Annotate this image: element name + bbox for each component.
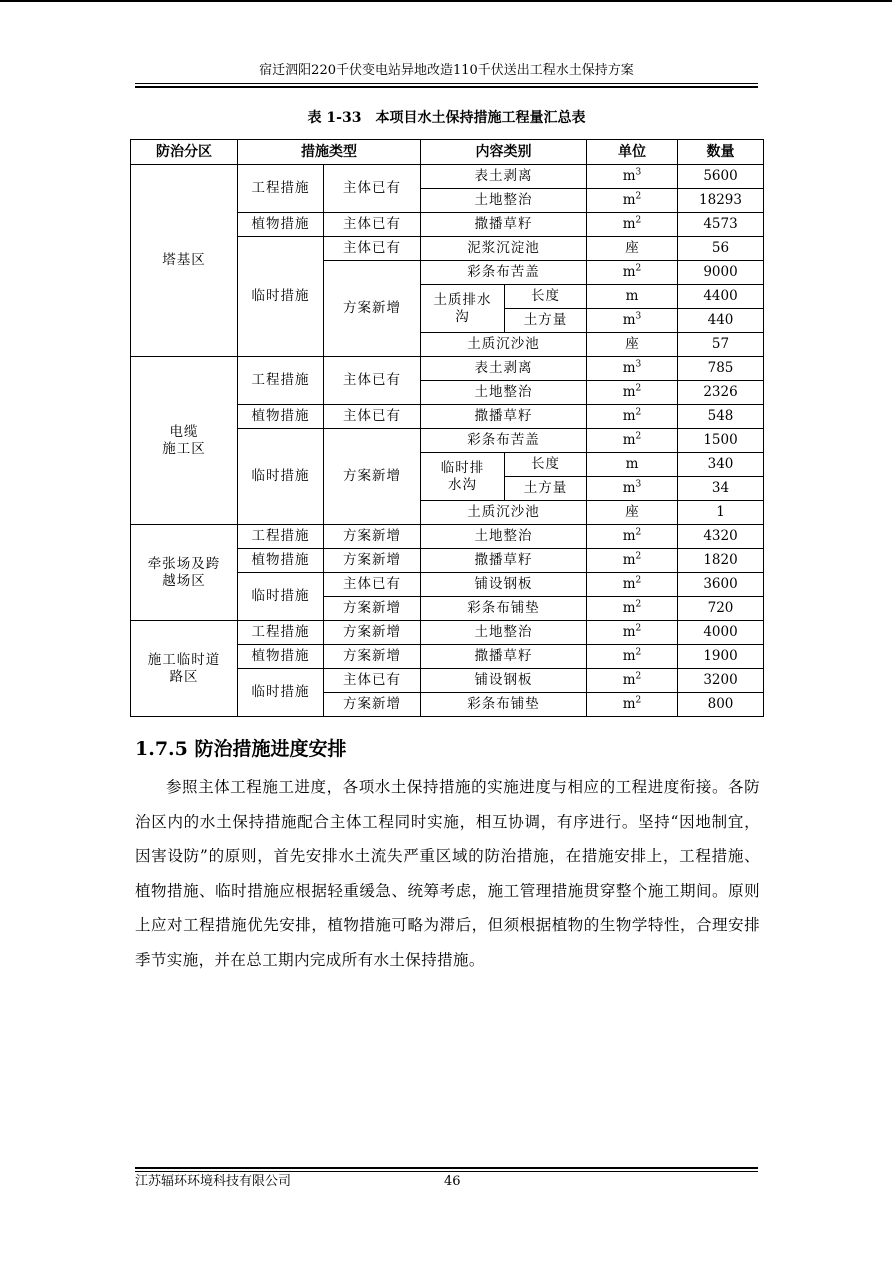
content-cell: 临时排水沟 [421, 453, 505, 501]
table-row [131, 357, 764, 381]
unit-cell: 座 [587, 501, 678, 525]
subtype-cell: 主体已有 [324, 669, 421, 693]
quantity-cell: 9000 [678, 261, 764, 285]
quantity-cell: 4400 [678, 285, 764, 309]
header-zone: 防治分区 [131, 140, 238, 165]
unit-cell: $m^2$ [587, 405, 678, 429]
content-subcell: 土方量 [505, 309, 587, 333]
unit-cell: m [587, 285, 678, 309]
subtype-cell: 方案新增 [324, 525, 421, 549]
header-rule-thick [135, 86, 758, 88]
content-cell: 泥浆沉淀池 [421, 237, 587, 261]
page-number: 46 [444, 1174, 461, 1189]
subtype-cell: 方案新增 [324, 621, 421, 645]
section-body [135, 770, 760, 977]
content-cell: 土地整治 [421, 381, 587, 405]
zone-cell: 施工临时道 路区 [131, 621, 238, 717]
table-caption: 表 1-33 本项目水土保持措施工程量汇总表 [307, 110, 586, 126]
table-row [131, 621, 764, 645]
quantity-cell: 2326 [678, 381, 764, 405]
unit-cell: $m^2$ [587, 621, 678, 645]
content-cell: 表土剥离 [421, 165, 587, 189]
subtype-cell: 主体已有 [324, 357, 421, 405]
header-unit: 单位 [587, 140, 678, 165]
table-header-row [131, 140, 764, 165]
content-cell: 土地整治 [421, 525, 587, 549]
type-cell: 工程措施 [238, 357, 324, 405]
footer-rule-thin [135, 1171, 758, 1172]
type-cell: 临时措施 [238, 573, 324, 621]
header-content: 内容类别 [421, 140, 587, 165]
content-cell: 铺设钢板 [421, 669, 587, 693]
subtype-cell: 方案新增 [324, 597, 421, 621]
unit-cell: $m^2$ [587, 213, 678, 237]
type-cell: 工程措施 [238, 525, 324, 549]
quantity-cell: 800 [678, 693, 764, 717]
content-cell: 撒播草籽 [421, 405, 587, 429]
header-rule-thin [135, 83, 758, 84]
unit-cell: m [587, 453, 678, 477]
content-cell: 彩条布铺垫 [421, 597, 587, 621]
quantity-cell: 548 [678, 405, 764, 429]
content-cell: 土地整治 [421, 189, 587, 213]
type-cell: 植物措施 [238, 405, 324, 429]
unit-cell: $m^2$ [587, 525, 678, 549]
unit-cell: $m^3$ [587, 309, 678, 333]
top-border-line [0, 0, 892, 2]
content-cell: 土地整治 [421, 621, 587, 645]
header-quantity: 数量 [678, 140, 764, 165]
type-cell: 植物措施 [238, 213, 324, 237]
unit-cell: $m^2$ [587, 381, 678, 405]
quantity-cell: 785 [678, 357, 764, 381]
unit-cell: $m^3$ [587, 165, 678, 189]
content-cell: 表土剥离 [421, 357, 587, 381]
unit-cell: $m^2$ [587, 189, 678, 213]
quantity-cell: 4320 [678, 525, 764, 549]
unit-cell: 座 [587, 237, 678, 261]
subtype-cell: 主体已有 [324, 573, 421, 597]
body-paragraph: 参照主体工程施工进度，各项水土保持措施的实施进度与相应的工程进度衔接。各防治区内的水土保持措施配合主体工程同时实施，相互协调，有序进行。坚持“因地制宜，因害设防”的原则，首先安排水土流失严重区域的防治措施，在措施安排上，工程措施、植物措施、临时措施应根据轻重缓急、统筹考虑，施工管理措施贯穿整个施工期间。原则上应对工程措施优先安排，植物措施可略为滞后，但须根据植物的生物学特性，合理安排季节实施，并在总工期内完成所有水土保持措施。 [135, 778, 760, 969]
content-cell: 土质排水沟 [421, 285, 505, 333]
section-heading: 1.7.5 防治措施进度安排 [135, 738, 347, 760]
quantity-cell: 720 [678, 597, 764, 621]
unit-cell: $m^2$ [587, 573, 678, 597]
type-cell: 临时措施 [238, 669, 324, 717]
quantity-cell: 1500 [678, 429, 764, 453]
quantity-cell: 1900 [678, 645, 764, 669]
quantity-cell: 5600 [678, 165, 764, 189]
content-subcell: 长度 [505, 285, 587, 309]
zone-cell: 塔基区 [131, 165, 238, 357]
quantity-cell: 56 [678, 237, 764, 261]
subtype-cell: 主体已有 [324, 165, 421, 213]
content-cell: 撒播草籽 [421, 645, 587, 669]
unit-cell: $m^3$ [587, 477, 678, 501]
content-cell: 彩条布苦盖 [421, 261, 587, 285]
quantity-cell: 57 [678, 333, 764, 357]
footer-rule-thick [135, 1167, 758, 1169]
subtype-cell: 主体已有 [324, 405, 421, 429]
content-cell: 撒播草籽 [421, 213, 587, 237]
subtype-cell: 方案新增 [324, 549, 421, 573]
type-cell: 工程措施 [238, 621, 324, 645]
content-cell: 撒播草籽 [421, 549, 587, 573]
table-row [131, 525, 764, 549]
content-cell: 土质沉沙池 [421, 333, 587, 357]
unit-cell: $m^2$ [587, 261, 678, 285]
subtype-cell: 主体已有 [324, 213, 421, 237]
unit-cell: $m^2$ [587, 645, 678, 669]
measures-summary-table [130, 139, 764, 717]
table-row [131, 165, 764, 189]
subtype-cell: 方案新增 [324, 429, 421, 525]
quantity-cell: 1 [678, 501, 764, 525]
unit-cell: $m^2$ [587, 669, 678, 693]
content-cell: 铺设钢板 [421, 573, 587, 597]
quantity-cell: 3200 [678, 669, 764, 693]
quantity-cell: 440 [678, 309, 764, 333]
subtype-cell: 方案新增 [324, 261, 421, 357]
quantity-cell: 1820 [678, 549, 764, 573]
header-measure-type: 措施类型 [238, 140, 421, 165]
type-cell: 工程措施 [238, 165, 324, 213]
quantity-cell: 4573 [678, 213, 764, 237]
unit-cell: $m^2$ [587, 549, 678, 573]
type-cell: 临时措施 [238, 237, 324, 357]
content-cell: 彩条布苦盖 [421, 429, 587, 453]
footer-company: 江苏辐环环境科技有限公司 [135, 1174, 292, 1189]
unit-cell: $m^2$ [587, 693, 678, 717]
unit-cell: 座 [587, 333, 678, 357]
page-header-title: 宿迁泗阳220千伏变电站异地改造110千伏送出工程水土保持方案 [259, 63, 634, 78]
quantity-cell: 34 [678, 477, 764, 501]
unit-cell: $m^3$ [587, 357, 678, 381]
subtype-cell: 方案新增 [324, 645, 421, 669]
type-cell: 植物措施 [238, 645, 324, 669]
zone-cell: 电缆 施工区 [131, 357, 238, 525]
quantity-cell: 340 [678, 453, 764, 477]
subtype-cell: 主体已有 [324, 237, 421, 261]
unit-cell: $m^2$ [587, 429, 678, 453]
zone-cell: 牵张场及跨 越场区 [131, 525, 238, 621]
subtype-cell: 方案新增 [324, 693, 421, 717]
content-subcell: 长度 [505, 453, 587, 477]
type-cell: 临时措施 [238, 429, 324, 525]
content-subcell: 土方量 [505, 477, 587, 501]
type-cell: 植物措施 [238, 549, 324, 573]
unit-cell: $m^2$ [587, 597, 678, 621]
quantity-cell: 4000 [678, 621, 764, 645]
quantity-cell: 3600 [678, 573, 764, 597]
content-cell: 土质沉沙池 [421, 501, 587, 525]
content-cell: 彩条布铺垫 [421, 693, 587, 717]
quantity-cell: 18293 [678, 189, 764, 213]
